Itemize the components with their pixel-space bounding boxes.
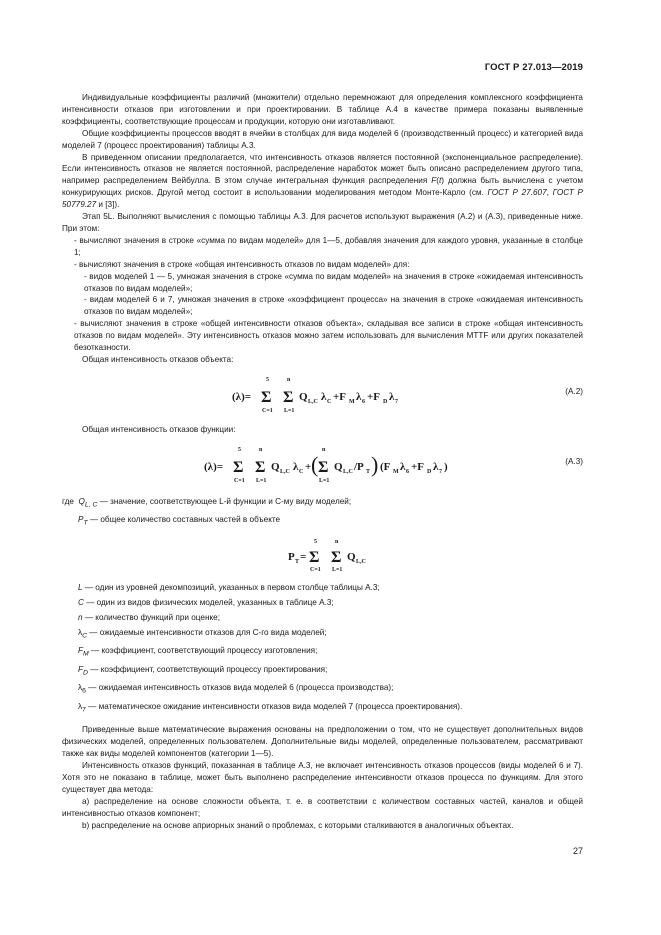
svg-text:n: n xyxy=(287,376,291,383)
paragraph-process-coefficients: Общие коэффициенты процессов вводят в ячейки в столбцах для вида моделей 6 (производственный процесс) и категорией вида моделей 7 (процесс проектирования) таблицы А.3. xyxy=(62,128,583,150)
svg-text:C=1: C=1 xyxy=(262,407,273,414)
svg-text:C: C xyxy=(327,398,332,405)
method-a: а) распределение на основе сложности объекта, т. е. в соответствии с количеством составных частей, каналов и общей интенсивностью отказов компонент; xyxy=(62,796,583,818)
svg-text:L,C: L,C xyxy=(343,468,353,475)
svg-text:L=1: L=1 xyxy=(319,477,330,484)
equation-a3-number: (А.3) xyxy=(565,456,583,466)
svg-text:5: 5 xyxy=(314,538,317,545)
svg-text:(λ)=: (λ)= xyxy=(204,460,223,473)
symbols-legend xyxy=(62,496,583,717)
svg-text:6: 6 xyxy=(362,398,365,405)
equation-a2-graphic xyxy=(232,372,432,418)
svg-text:Σ: Σ xyxy=(331,548,342,566)
svg-text:7: 7 xyxy=(439,468,442,475)
svg-text:P: P xyxy=(288,550,295,563)
paragraph-distribution: В приведенном описании предполагается, что интенсивность отказов является постоянной (экспоненциальное распределение). Если интенсивность отказов не является постоянной, распределение наработок может быть описано распределением другого типа, например распределением Вейбулла. В этом случае интегральная функция распределения F(t) должна быть вычислена с учетом конкурирующих рисков. Другой метод состоит в использовании моделирования методом Монте-Карло (см. ГОСТ Р 27.607, ГОСТ Р 50779.27 и [3]). xyxy=(62,152,583,210)
equation-pt-graphic xyxy=(288,536,378,576)
svg-text:L,C: L,C xyxy=(356,558,366,565)
svg-text:L=1: L=1 xyxy=(256,477,267,484)
svg-text:T: T xyxy=(295,558,300,565)
svg-text:=: = xyxy=(300,550,307,563)
svg-text:L,C: L,C xyxy=(308,398,318,405)
svg-text:C=1: C=1 xyxy=(234,477,245,484)
bullet-object-rate: - вычисляют значения в строке «общей интенсивности отказов объекта», складывая все записи в строке «общая интенсивность отказов по видам моделей». Эту интенсивность отказов можно затем использовать для вычисления MTTF или других показателей безотказности. xyxy=(74,319,583,353)
svg-text:D: D xyxy=(383,398,388,405)
svg-text:n: n xyxy=(259,446,263,453)
legend-row-lambda-7: $\lambda_7$ — математическое ожидание интенсивности отказов вида моделей 7 (процесса проектирования). xyxy=(78,701,463,714)
bullet-models-1-5: - видов моделей 1 — 5, умножая значения в строке «сумма по видам моделей» на значения в строке «ожидаемая интенсивность отказов по видам моделей»; xyxy=(84,271,583,293)
svg-text:6: 6 xyxy=(406,468,409,475)
svg-text:λ: λ xyxy=(293,460,299,473)
svg-text:(: ( xyxy=(311,451,319,477)
svg-text:C=1: C=1 xyxy=(310,566,321,573)
paragraph-function-rate: Интенсивность отказов функций, показанная в таблице А.3, не включает интенсивность отказов процессов (виды моделей 6 и 7). Хотя это не показано в таблице, может быть выполнено распределение интенсивности отказов процесса по функциям. Для этого существует два метода: xyxy=(62,761,583,794)
svg-text:+F: +F xyxy=(411,460,424,473)
svg-text:): ) xyxy=(371,451,379,477)
svg-text:λ: λ xyxy=(356,390,362,403)
svg-text:5: 5 xyxy=(238,446,241,453)
paragraph-coefficients: Индивидуальные коэффициенты различий (множители) отдельно перемножают для определения комплексного коэффициента интенсивности отказов при изготовлении и при проектировании. В таблице А.4 в качестве примера показаны выявленные коэффициенты, соответствующие процессам и продукции, которую они изготавливают. xyxy=(62,93,583,126)
svg-text:Q: Q xyxy=(271,460,280,473)
bullet-sum-by-models: - вычисляют значения в строке «сумма по видам моделей» для 1—5, добавляя значения для каждого уровня, указанные в столбце 1; xyxy=(74,235,583,257)
svg-text:D: D xyxy=(427,468,432,475)
page-number: 27 xyxy=(572,846,583,856)
svg-text:+F: +F xyxy=(367,390,380,403)
svg-text:Q: Q xyxy=(347,550,356,563)
svg-text:5: 5 xyxy=(266,376,269,383)
legend-row-pt: $P_T$ — общее количество составных частей в объекте xyxy=(78,515,281,527)
bullet-total-rate: - вычисляют значения в строке «общая интенсивность отказов по видам моделей» для: xyxy=(74,259,410,269)
equation-a2-number: (А.2) xyxy=(565,386,583,396)
legend-row-lambda-c: $\lambda_C$ — ожидаемые интенсивности отказов для C-го вида моделей; xyxy=(78,627,327,640)
svg-text:M: M xyxy=(349,398,355,405)
paragraph-assumptions: Приведенные выше математические выражения основаны на предположении о том, что не существует дополнительных видов физических моделей, определенных пользователем. Дополнительные виды моделей, определенные пользователем, рассматривают также как виды моделей компонентов (категории 1—5). xyxy=(62,725,583,759)
svg-text:(λ)=: (λ)= xyxy=(232,390,251,403)
legend-row-l: L — один из уровней декомпозиций, указанных в первом столбце таблицы А.3; xyxy=(78,582,380,592)
svg-text:Σ: Σ xyxy=(233,458,244,476)
svg-text:L=1: L=1 xyxy=(332,566,343,573)
label-function-rate: Общая интенсивность отказов функции: xyxy=(82,424,236,434)
svg-text:Σ: Σ xyxy=(261,388,272,406)
svg-text:λ: λ xyxy=(389,390,395,403)
label-object-rate: Общая интенсивность отказов объекта: xyxy=(82,354,234,364)
svg-text:(F: (F xyxy=(380,460,391,473)
standard-code-header: ГОСТ Р 27.013—2019 xyxy=(484,62,583,73)
svg-text:L,C: L,C xyxy=(280,468,290,475)
svg-text:+: + xyxy=(305,460,312,473)
equation-a2 xyxy=(62,372,583,418)
legend-row-lambda-6: $\lambda_6$ — ожидаемая интенсивность отказов вида моделей 6 (процесса производства); xyxy=(78,683,394,695)
paragraph-step-5l: Этап 5L. Выполняют вычисления с помощью таблицы А.3. Для расчетов используют выражения (А.2) и (А.3), приведенные ниже. При этом: xyxy=(62,212,583,233)
svg-text:λ: λ xyxy=(433,460,439,473)
equation-a3-graphic xyxy=(204,442,464,490)
svg-text:λ: λ xyxy=(400,460,406,473)
svg-text:Q: Q xyxy=(334,460,343,473)
legend-row-fd: $F_D$ — коэффициент, соответствующий процессу проектирования; xyxy=(78,664,328,677)
legend-row-n: n — количество функций при оценке; xyxy=(78,612,220,622)
svg-text:Σ: Σ xyxy=(318,458,329,476)
svg-text:L=1: L=1 xyxy=(284,407,295,414)
svg-text:Σ: Σ xyxy=(255,458,266,476)
svg-text:Σ: Σ xyxy=(309,548,320,566)
svg-text:/P: /P xyxy=(354,460,364,473)
svg-text:Q: Q xyxy=(299,390,308,403)
legend-row-qlc: где $Q_{L, C}$ — значение, соответствующее L-й функции и C-му виду моделей; xyxy=(62,496,352,509)
legend-row-fm: $F_M$ — коэффициент, соответствующий процессу изготовления; xyxy=(78,646,318,658)
equation-a3 xyxy=(62,442,583,490)
svg-text:T: T xyxy=(366,468,371,475)
svg-text:+F: +F xyxy=(333,390,346,403)
legend-row-c: C — один из видов физических моделей, указанных в таблице А.3; xyxy=(78,597,334,607)
svg-text:Σ: Σ xyxy=(283,388,294,406)
svg-text:n: n xyxy=(335,538,339,545)
svg-text:M: M xyxy=(393,468,399,475)
svg-text:): ) xyxy=(444,460,448,473)
bullet-models-6-7: - видам моделей 6 и 7, умножая значения в строке «коэффициент процесса» на значения в строке «ожидаемая интенсивность отказов по видам моделей»; xyxy=(84,295,583,317)
svg-text:C: C xyxy=(299,468,304,475)
svg-text:7: 7 xyxy=(395,398,398,405)
method-b: b) распределение на основе априорных знаний о проблемах, с которыми сталкиваются в аналогичных объектах. xyxy=(82,820,514,830)
body-text xyxy=(62,92,583,831)
svg-text:λ: λ xyxy=(321,390,327,403)
equation-pt xyxy=(62,536,583,576)
svg-text:n: n xyxy=(322,446,326,453)
